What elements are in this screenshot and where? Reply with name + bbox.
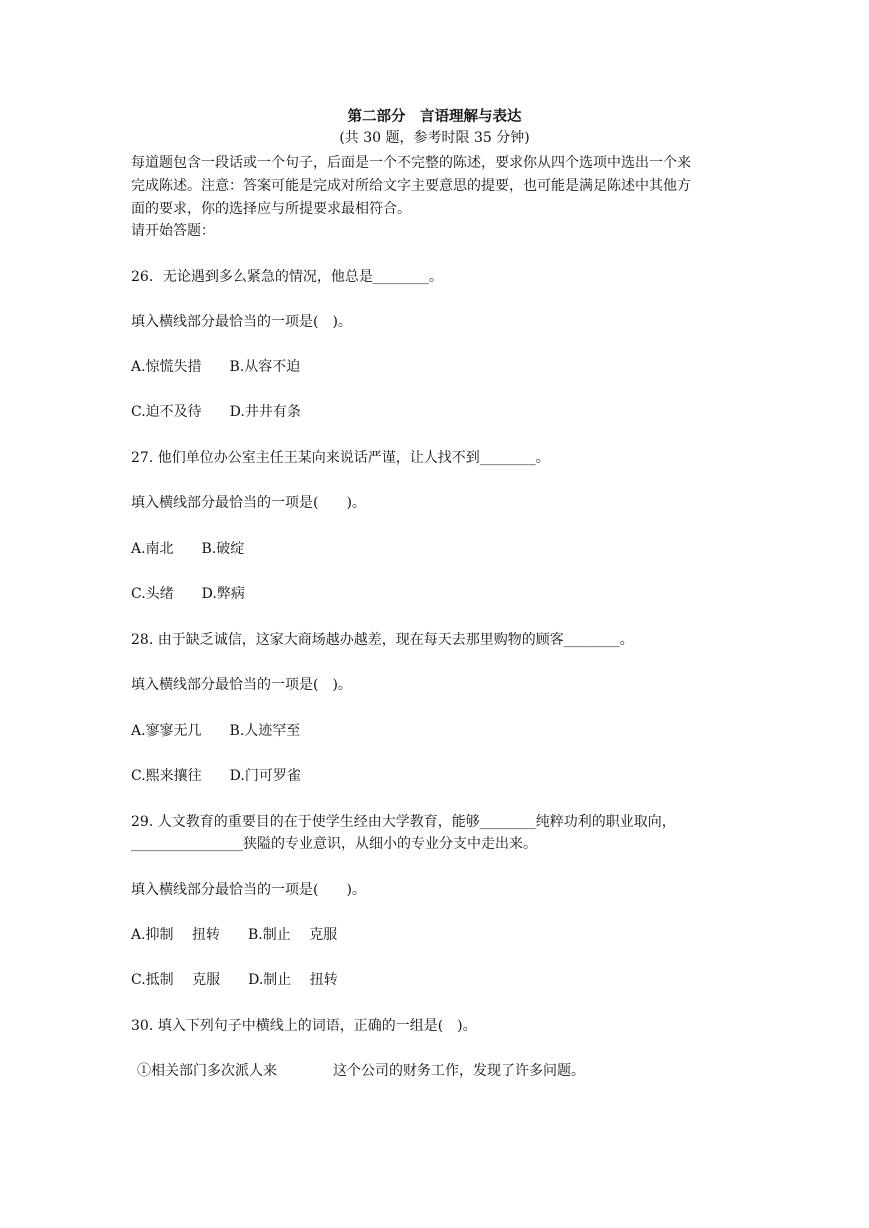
question-27-stem: 27. 他们单位办公室主任王某向来说话严谨，让人找不到________。 <box>131 450 550 466</box>
section-title: 第二部分 言语理解与表达 <box>347 108 522 125</box>
instructions-line-2: 完成陈述。注意：答案可能是完成对所给文字主要意思的提要，也可能是满足陈述中其他方 <box>131 178 691 194</box>
question-29-prompt: 填入横线部分最恰当的一项是( )。 <box>131 882 366 898</box>
question-30-sentence-1: ①相关部门多次派人来 这个公司的财务工作，发现了许多问题。 <box>137 1063 585 1079</box>
instructions-line-3: 面的要求，你的选择应与所提要求最相符合。 <box>131 201 411 217</box>
question-26-stem: 26．无论遇到多么紧急的情况，他总是________。 <box>131 269 443 285</box>
question-26-options-row-1: A.惊慌失措 B.从容不迫 <box>131 359 301 375</box>
question-27-options-row-2: C.头绪 D.弊病 <box>131 586 245 602</box>
question-30-stem: 30. 填入下列句子中横线上的词语，正确的一组是( )。 <box>131 1018 477 1034</box>
question-26-options-row-2: C.迫不及待 D.井井有条 <box>131 404 301 420</box>
question-28-stem: 28. 由于缺乏诚信，这家大商场越办越差，现在每天去那里购物的顾客________。 <box>131 632 634 648</box>
question-28-options-row-2: C.熙来攘往 D.门可罗雀 <box>131 768 301 784</box>
start-prompt: 请开始答题： <box>131 223 215 239</box>
question-28-prompt: 填入横线部分最恰当的一项是( )。 <box>131 677 352 693</box>
section-subtitle: (共 30 题，参考时限 35 分钟) <box>339 130 530 146</box>
question-29-stem: 29. 人文教育的重要目的在于使学生经由大学教育，能够________纯粹功利的职业取向， <box>131 814 676 830</box>
question-29-options-row-2: C.抵制 克服 D.制止 扭转 <box>131 972 338 988</box>
question-26-prompt: 填入横线部分最恰当的一项是( )。 <box>131 314 352 330</box>
question-27-prompt: 填入横线部分最恰当的一项是( )。 <box>131 495 366 511</box>
question-28-options-row-1: A.寥寥无几 B.人迹罕至 <box>131 723 301 739</box>
instructions-line-1: 每道题包含一段话或一个句子，后面是一个不完整的陈述，要求你从四个选项中选出一个来 <box>131 155 691 171</box>
question-29-options-row-1: A.抑制 扭转 B.制止 克服 <box>131 927 338 943</box>
question-29-stem-line-2: ________________狭隘的专业意识，从细小的专业分支中走出来。 <box>131 836 537 852</box>
question-27-options-row-1: A.南北 B.破绽 <box>131 541 245 557</box>
